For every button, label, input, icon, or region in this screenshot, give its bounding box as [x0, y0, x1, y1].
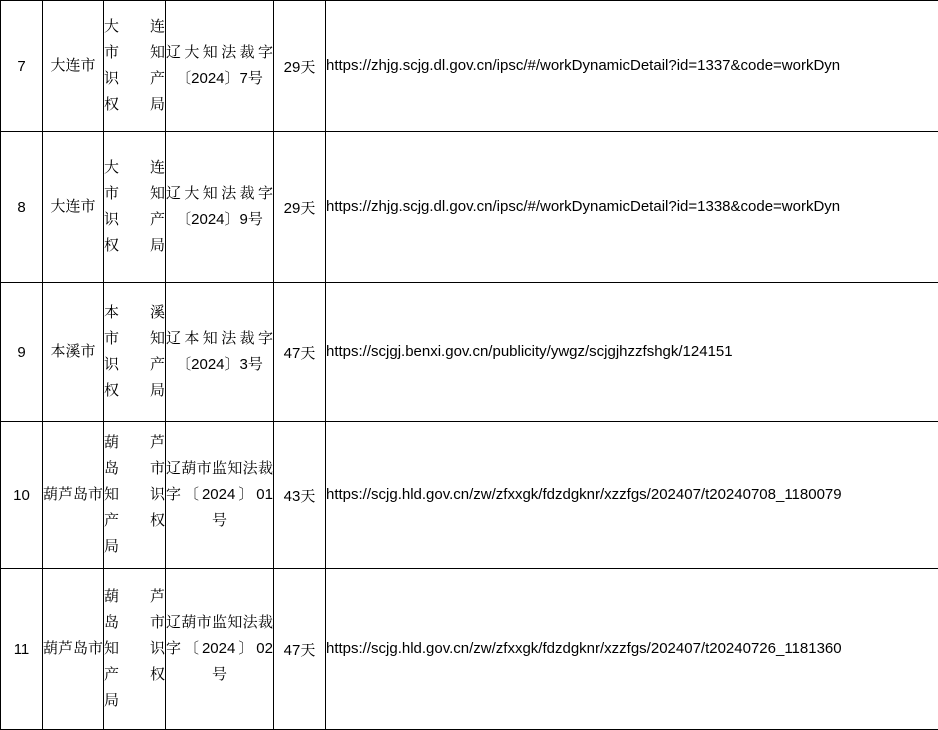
row-index-cell: 7	[1, 1, 43, 132]
row-duration-cell: 47天	[274, 569, 326, 730]
table-row	[1, 422, 938, 569]
org-line: 局	[104, 688, 165, 714]
row-organization-cell	[104, 422, 166, 569]
row-city-cell: 大连市	[43, 132, 104, 283]
org-line: 葫 芦	[104, 584, 165, 610]
row-organization-cell	[104, 569, 166, 730]
row-organization-cell	[104, 132, 166, 283]
org-line: 市 知	[104, 181, 165, 207]
org-line: 权局	[104, 92, 165, 118]
org-line: 大 连	[104, 155, 165, 181]
org-line: 市 知	[104, 40, 165, 66]
row-document-number-cell: 辽本知法裁字〔2024〕3号	[166, 283, 274, 422]
org-line: 知 识	[104, 482, 165, 508]
row-duration-cell: 29天	[274, 132, 326, 283]
row-city-cell: 本溪市	[43, 283, 104, 422]
row-url-cell[interactable]: https://zhjg.scjg.dl.gov.cn/ipsc/#/workDynamicDetail?id=1337&code=workDyn	[326, 1, 938, 132]
row-index-cell: 9	[1, 283, 43, 422]
row-organization-cell	[104, 1, 166, 132]
table-row	[1, 132, 938, 283]
row-document-number-cell: 辽葫市监知法裁字〔2024〕01号	[166, 422, 274, 569]
org-line: 权局	[104, 233, 165, 259]
org-line: 葫 芦	[104, 430, 165, 456]
org-line: 产 权	[104, 508, 165, 534]
org-line: 本 溪	[104, 300, 165, 326]
org-line: 岛 市	[104, 610, 165, 636]
row-url-cell[interactable]: https://scjg.hld.gov.cn/zw/zfxxgk/fdzdgknr/xzzfgs/202407/t20240708_1180079	[326, 422, 938, 569]
row-city-cell: 大连市	[43, 1, 104, 132]
row-document-number-cell: 辽葫市监知法裁字〔2024〕02号	[166, 569, 274, 730]
org-line: 市 知	[104, 326, 165, 352]
org-line: 识 产	[104, 66, 165, 92]
row-duration-cell: 43天	[274, 422, 326, 569]
row-document-number-cell: 辽大知法裁字〔2024〕7号	[166, 1, 274, 132]
table-body	[1, 1, 938, 730]
org-line: 知 识	[104, 636, 165, 662]
org-line: 局	[104, 534, 165, 560]
row-index-cell: 8	[1, 132, 43, 283]
row-organization-cell	[104, 283, 166, 422]
org-line: 识 产	[104, 207, 165, 233]
org-line: 权局	[104, 378, 165, 404]
row-url-cell[interactable]: https://scjgj.benxi.gov.cn/publicity/ywgz/scjgjhzzfshgk/124151	[326, 283, 938, 422]
table-row	[1, 283, 938, 422]
org-line: 大 连	[104, 14, 165, 40]
row-duration-cell: 29天	[274, 1, 326, 132]
table-row	[1, 569, 938, 730]
row-url-cell[interactable]: https://scjg.hld.gov.cn/zw/zfxxgk/fdzdgknr/xzzfgs/202407/t20240726_1181360	[326, 569, 938, 730]
row-url-cell[interactable]: https://zhjg.scjg.dl.gov.cn/ipsc/#/workDynamicDetail?id=1338&code=workDyn	[326, 132, 938, 283]
row-city-cell: 葫芦岛市	[43, 422, 104, 569]
table-row	[1, 1, 938, 132]
org-line: 岛 市	[104, 456, 165, 482]
row-document-number-cell: 辽大知法裁字〔2024〕9号	[166, 132, 274, 283]
row-duration-cell: 47天	[274, 283, 326, 422]
row-index-cell: 11	[1, 569, 43, 730]
row-index-cell: 10	[1, 422, 43, 569]
org-line: 识 产	[104, 352, 165, 378]
org-line: 产 权	[104, 662, 165, 688]
row-city-cell: 葫芦岛市	[43, 569, 104, 730]
